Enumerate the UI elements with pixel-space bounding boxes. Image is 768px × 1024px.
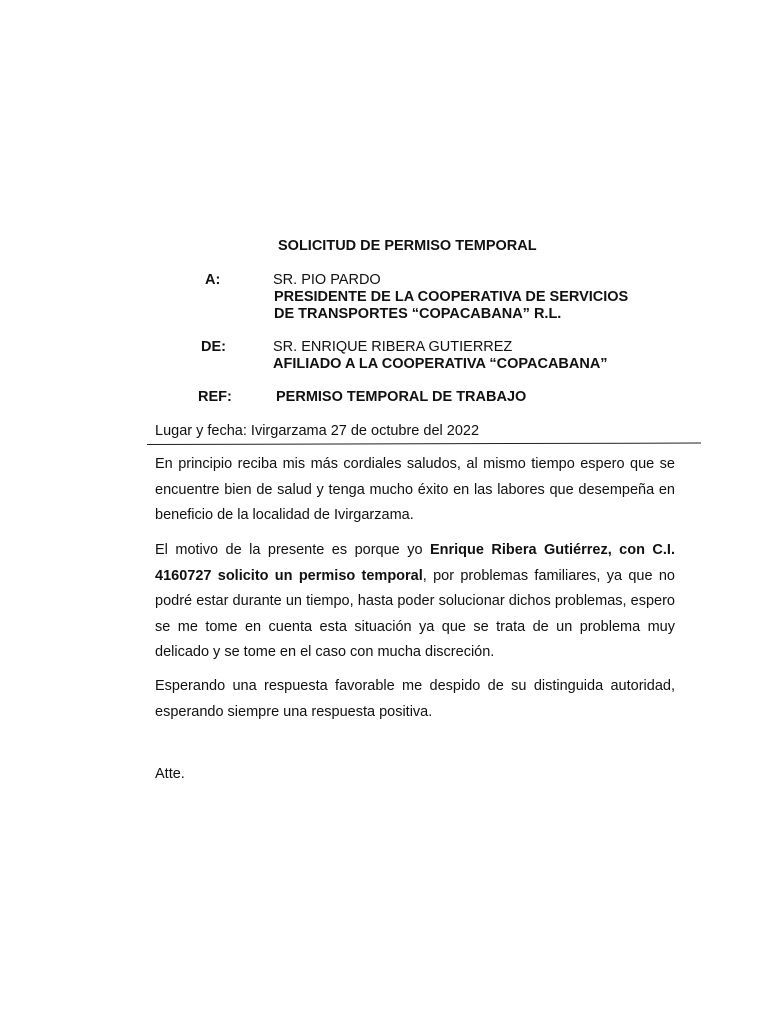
- paragraph-motive: [155, 538, 675, 666]
- paragraph-motive-bold: Enrique Ribera Gutiérrez, con C.I. 4160727 solicito un permiso temporal: [155, 542, 675, 584]
- paragraph-motive-intro: El motivo de la presente es porque yo: [155, 542, 430, 558]
- from-label: DE:: [201, 339, 226, 355]
- to-name: SR. PIO PARDO: [273, 272, 381, 288]
- separator-line: [147, 443, 701, 445]
- ref-subject: PERMISO TEMPORAL DE TRABAJO: [276, 389, 527, 405]
- document-title: SOLICITUD DE PERMISO TEMPORAL: [278, 238, 537, 254]
- from-name: SR. ENRIQUE RIBERA GUTIERREZ: [273, 339, 513, 355]
- to-position-line1: PRESIDENTE DE LA COOPERATIVA DE SERVICIOS: [274, 289, 629, 305]
- paragraph-greeting: En principio reciba mis más cordiales saludos, al mismo tiempo espero que se encuentre bien de salud y tenga mucho éxito en las labores que desempeña en beneficio de la localidad de Ivirgarzama.: [155, 456, 675, 523]
- from-affiliation: AFILIADO A LA COOPERATIVA “COPACABANA”: [273, 356, 608, 372]
- to-label: A:: [205, 272, 221, 288]
- paragraph-farewell: Esperando una respuesta favorable me despido de su distinguida autoridad, esperando siempre una respuesta positiva.: [155, 678, 675, 720]
- closing: Atte.: [155, 766, 185, 782]
- ref-label: REF:: [198, 389, 232, 405]
- to-position-line2: DE TRANSPORTES “COPACABANA” R.L.: [274, 306, 562, 322]
- paragraph-motive-rest: , por problemas familiares, ya que no podré estar durante un tiempo, hasta poder solucionar dichos problemas, espero se me tome en cuenta esta situación ya que se trata de un problema muy delicado y se tome en el caso con mucha discreción.: [155, 567, 675, 660]
- place-date: Lugar y fecha: Ivirgarzama 27 de octubre del 2022: [155, 423, 480, 439]
